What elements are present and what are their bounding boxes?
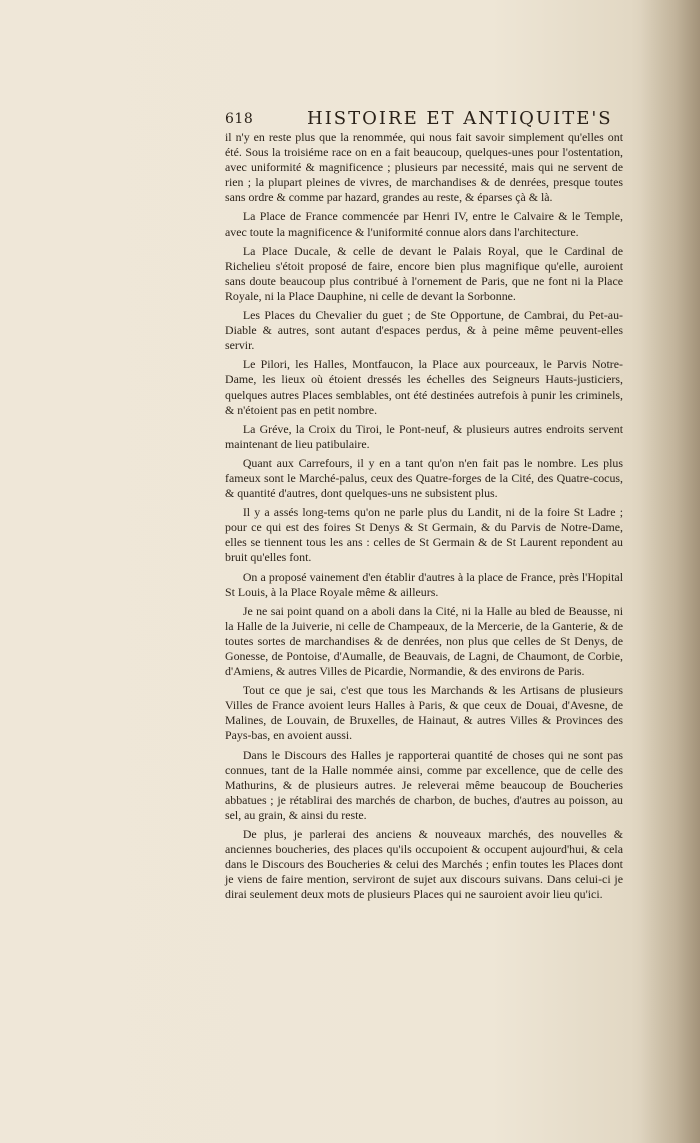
- page-gutter-shadow: [640, 0, 700, 1143]
- paragraph: il n'y en reste plus que la renommée, qui nous fait savoir simplement qu'elles ont été. Sous la troisiéme race on en a fait beaucoup, quelques-unes pour l'ostentation, avec uniformité & magnificence ; plusieurs par necessité, mais qui ne servent de rien ; la plupart pleines de vivres, de marchandises & de denrées, presque toutes sans ordre & comme par hazard, grandes au reste, & éparses çà & là.: [225, 130, 623, 205]
- paragraph: Tout ce que je sai, c'est que tous les Marchands & les Artisans de plusieurs Villes de France avoient leurs Halles à Paris, & que ceux de Douai, d'Avesne, de Malines, de Louvain, de Bruxelles, de Hainaut, & autres Villes & Provinces des Pays-bas, en avoient aussi.: [225, 683, 623, 743]
- paragraph: La Place Ducale, & celle de devant le Palais Royal, que le Cardinal de Richelieu s'étoit proposé de faire, encore bien plus magnifique qu'elle, auroient sans doute beaucoup plus contribué à l'ornement de Paris, que ne font ni la Place Royale, ni la Place Dauphine, ni celle de devant la Sorbonne.: [225, 243, 623, 303]
- paragraph: La Place de France commencée par Henri IV, entre le Calvaire & le Temple, avec toute la magnificence & l'uniformité connue alors dans l'architecture.: [225, 209, 623, 239]
- page-header: [225, 108, 625, 132]
- paragraph: Dans le Discours des Halles je rapporterai quantité de choses qui ne sont pas connues, tant de la Halle nommée ainsi, comme par excellence, que de celle des Mathurins, & de plusieurs autres. Je releverai même beaucoup de Boucheries abbatues ; je rétablirai des marchés de charbon, de buches, d'autres au poisson, au sel, au grain, & ainsi du reste.: [225, 747, 623, 822]
- paragraph: La Gréve, la Croix du Tiroi, le Pont-neuf, & plusieurs autres endroits servent maintenant de lieu patibulaire.: [225, 421, 623, 451]
- paragraph: De plus, je parlerai des anciens & nouveaux marchés, des nouvelles & anciennes boucheries, des places qu'ils occupoient & occupent aujourd'hui, & cela dans le Discours des Boucheries & celui des Marchés ; enfin toutes les Places dont je viens de faire mention, serviront de sujet aux discours suivans. Dans celui-ci je dirai seulement deux mots de plusieurs Places qui ne sauroient avoir lieu qu'ici.: [225, 827, 623, 902]
- page-number: 618: [225, 111, 254, 127]
- paragraph: On a proposé vainement d'en établir d'autres à la place de France, près l'Hopital St Louis, à la Place Royale même & ailleurs.: [225, 569, 623, 599]
- body-text: [225, 130, 623, 907]
- paragraph: Les Places du Chevalier du guet ; de Ste Opportune, de Cambrai, du Pet-au-Diable & autres, sont autant d'espaces perdus, & à peine même peuvent-elles servir.: [225, 308, 623, 353]
- running-title: HISTOIRE ET ANTIQUITE'S: [307, 108, 613, 129]
- paragraph: Le Pilori, les Halles, Montfaucon, la Place aux pourceaux, le Parvis Notre-Dame, les lieux où étoient dressés les échelles des Seigneurs Hauts-justiciers, quelques autres Places semblables, ont été destinées autrefois à punir les criminels, & n'étoient pas en petit nombre.: [225, 357, 623, 417]
- paragraph: Il y a assés long-tems qu'on ne parle plus du Landit, ni de la foire St Ladre ; pour ce qui est des foires St Denys & St Germain, & du Parvis de Notre-Dame, elles se tiennent tous les ans : celles de St Germain & de St Laurent repondent au bruit qu'elles font.: [225, 505, 623, 565]
- paragraph: Quant aux Carrefours, il y en a tant qu'on n'en fait pas le nombre. Les plus fameux sont le Marché-palus, ceux des Quatre-forges de la Cité, des Quatre-cocus, & quantité d'autres, dont quelques-uns ne subsistent plus.: [225, 455, 623, 501]
- paragraph: Je ne sai point quand on a aboli dans la Cité, ni la Halle au bled de Beausse, ni la Halle de la Juiverie, ni celle de Champeaux, de la Mercerie, de la Ganterie, & de toutes sortes de marchandises & de denrées, non plus que celles de St Denys, de Gonesse, de Pontoise, d'Aumalle, de Beauvais, de Lagni, de Chaumont, de Corbie, d'Amiens, & autres Villes de Picardie, Normandie, & des environs de Paris.: [225, 603, 623, 679]
